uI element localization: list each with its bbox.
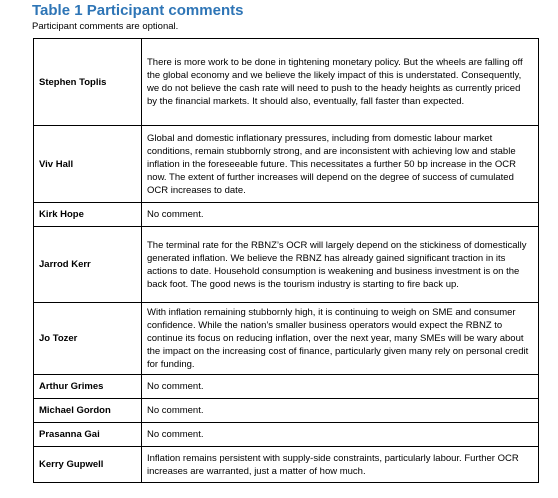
participant-name: Kirk Hope: [34, 203, 142, 227]
table-row: [34, 447, 539, 483]
table-row: [34, 399, 539, 423]
participant-comment: With inflation remaining stubbornly high, it is continuing to weigh on SME and consumer confidence. While the nation’s smaller business operators would expect the RBNZ to continue its focus on reducing inflation, over the next year, many SMEs will be wary about the impact on the increasing cost of finance, particularly given many rely on personal credit for funding.: [142, 303, 539, 375]
table-row: [34, 375, 539, 399]
participant-comment: No comment.: [142, 375, 539, 399]
participant-comments-table: [33, 38, 539, 483]
participant-name: Stephen Toplis: [34, 39, 142, 126]
table-subtitle: Participant comments are optional.: [32, 21, 179, 32]
participant-comment: No comment.: [142, 423, 539, 447]
participant-comment: There is more work to be done in tightening monetary policy. But the wheels are falling off the global economy and we believe the likely impact of this is understated. Consequently, we do not believe the cash rate will need to push to the heady heights as currently priced by the financial markets. It should also, eventually, fall faster than expected.: [142, 39, 539, 126]
participant-comment: Global and domestic inflationary pressures, including from domestic labour market conditions, remain stubbornly strong, and are inconsistent with achieving low and stable inflation in the foreseeable future. This necessitates a further 50 bp increase in the OCR now. The extent of further increases will depend on the degree of success of cumulated OCR increases to date.: [142, 126, 539, 203]
table-row: [34, 303, 539, 375]
table-row: [34, 39, 539, 126]
participant-comment: No comment.: [142, 399, 539, 423]
table-row: [34, 126, 539, 203]
table-row: [34, 203, 539, 227]
participant-name: Jo Tozer: [34, 303, 142, 375]
participant-comment: The terminal rate for the RBNZ’s OCR will largely depend on the stickiness of domestically generated inflation. We believe the RBNZ has already gained significant traction in its actions to date. Household consumption is weakening and business investment is on the back foot. The good news is the tourism industry is starting to fire back up.: [142, 227, 539, 303]
participant-name: Jarrod Kerr: [34, 227, 142, 303]
table-title: Table 1 Participant comments: [32, 2, 244, 19]
participant-name: Prasanna Gai: [34, 423, 142, 447]
participant-name: Kerry Gupwell: [34, 447, 142, 483]
participant-name: Viv Hall: [34, 126, 142, 203]
participant-name: Arthur Grimes: [34, 375, 142, 399]
table-row: [34, 227, 539, 303]
participant-comment: No comment.: [142, 203, 539, 227]
participant-comment: Inflation remains persistent with supply-side constraints, particularly labour. Further OCR increases are warranted, just a matter of how much.: [142, 447, 539, 483]
participant-name: Michael Gordon: [34, 399, 142, 423]
table-row: [34, 423, 539, 447]
